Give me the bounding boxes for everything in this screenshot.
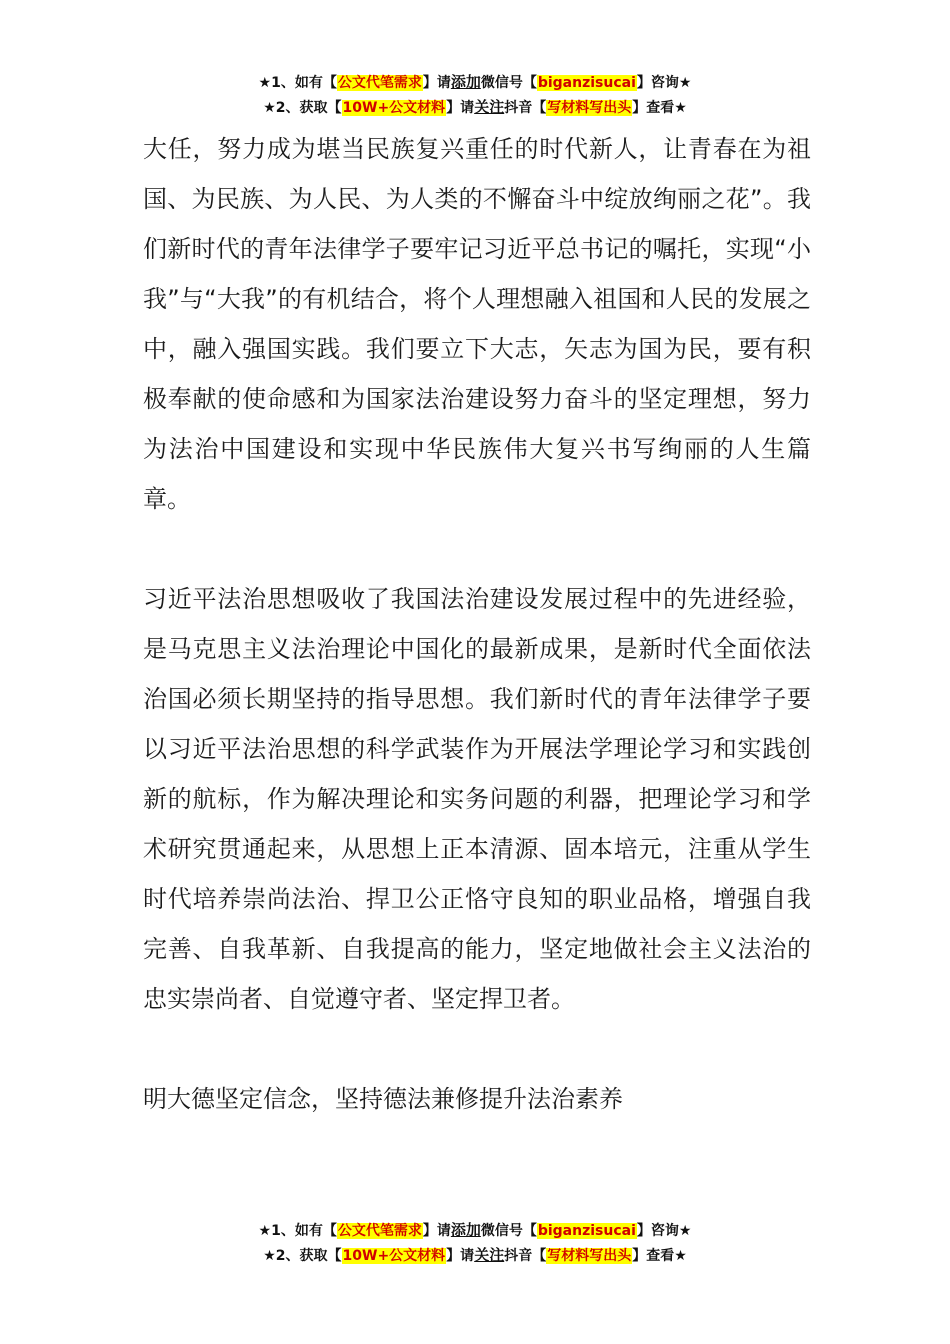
highlight-wechat-id: biganzisucai xyxy=(537,1223,636,1239)
banner-line-2: ★2、获取【10W+公文材料】请关注抖音【写材料写出头】查看★ xyxy=(263,1246,687,1264)
highlight-materials: 10W+公文材料 xyxy=(342,1248,446,1264)
footer-banner xyxy=(0,1218,950,1268)
paragraph: 习近平法治思想吸收了我国法治建设发展过程中的先进经验，是马克思主义法治理论中国化的最新成果，是新时代全面依法治国必须长期坚持的指导思想。我们新时代的青年法律学子要以习近平法治思想的科学武装作为开展法学理论学习和实践创新的航标，作为解决理论和实务问题的利器，把理论学习和学术研究贯通起来，从思想上正本清源、固本培元，注重从学生时代培养崇尚法治、捍卫公正恪守良知的职业品格，增强自我完善、自我革新、自我提高的能力，坚定地做社会主义法治的忠实崇尚者、自觉遵守者、坚定捍卫者。 xyxy=(143,585,811,1013)
document-body xyxy=(143,124,811,1124)
highlight-service: 公文代笔需求 xyxy=(337,75,422,91)
paragraph: 大任，努力成为堪当民族复兴重任的时代新人，让青春在为祖国、为民族、为人民、为人类的不懈奋斗中绽放绚丽之花”。我们新时代的青年法律学子要牢记习近平总书记的嘱托，实现“小我”与“大我”的有机结合，将个人理想融入祖国和人民的发展之中，融入强国实践。我们要立下大志，矢志为国为民，要有积极奉献的使命感和为国家法治建设努力奋斗的坚定理想，努力为法治中国建设和实现中华民族伟大复兴书写绚丽的人生篇章。 xyxy=(143,135,811,513)
banner-line-1: ★1、如有【公文代笔需求】请添加微信号【biganzisucai】咨询★ xyxy=(258,73,692,91)
header-banner xyxy=(0,70,950,120)
highlight-service: 公文代笔需求 xyxy=(337,1223,422,1239)
section-heading: 明大德坚定信念，坚持德法兼修提升法治素养 xyxy=(143,1085,623,1113)
highlight-materials: 10W+公文材料 xyxy=(342,100,446,116)
banner-line-2: ★2、获取【10W+公文材料】请关注抖音【写材料写出头】查看★ xyxy=(263,98,687,116)
highlight-douyin: 写材料写出头 xyxy=(547,100,632,116)
highlight-wechat-id: biganzisucai xyxy=(537,75,636,91)
banner-line-1: ★1、如有【公文代笔需求】请添加微信号【biganzisucai】咨询★ xyxy=(258,1221,692,1239)
highlight-douyin: 写材料写出头 xyxy=(547,1248,632,1264)
